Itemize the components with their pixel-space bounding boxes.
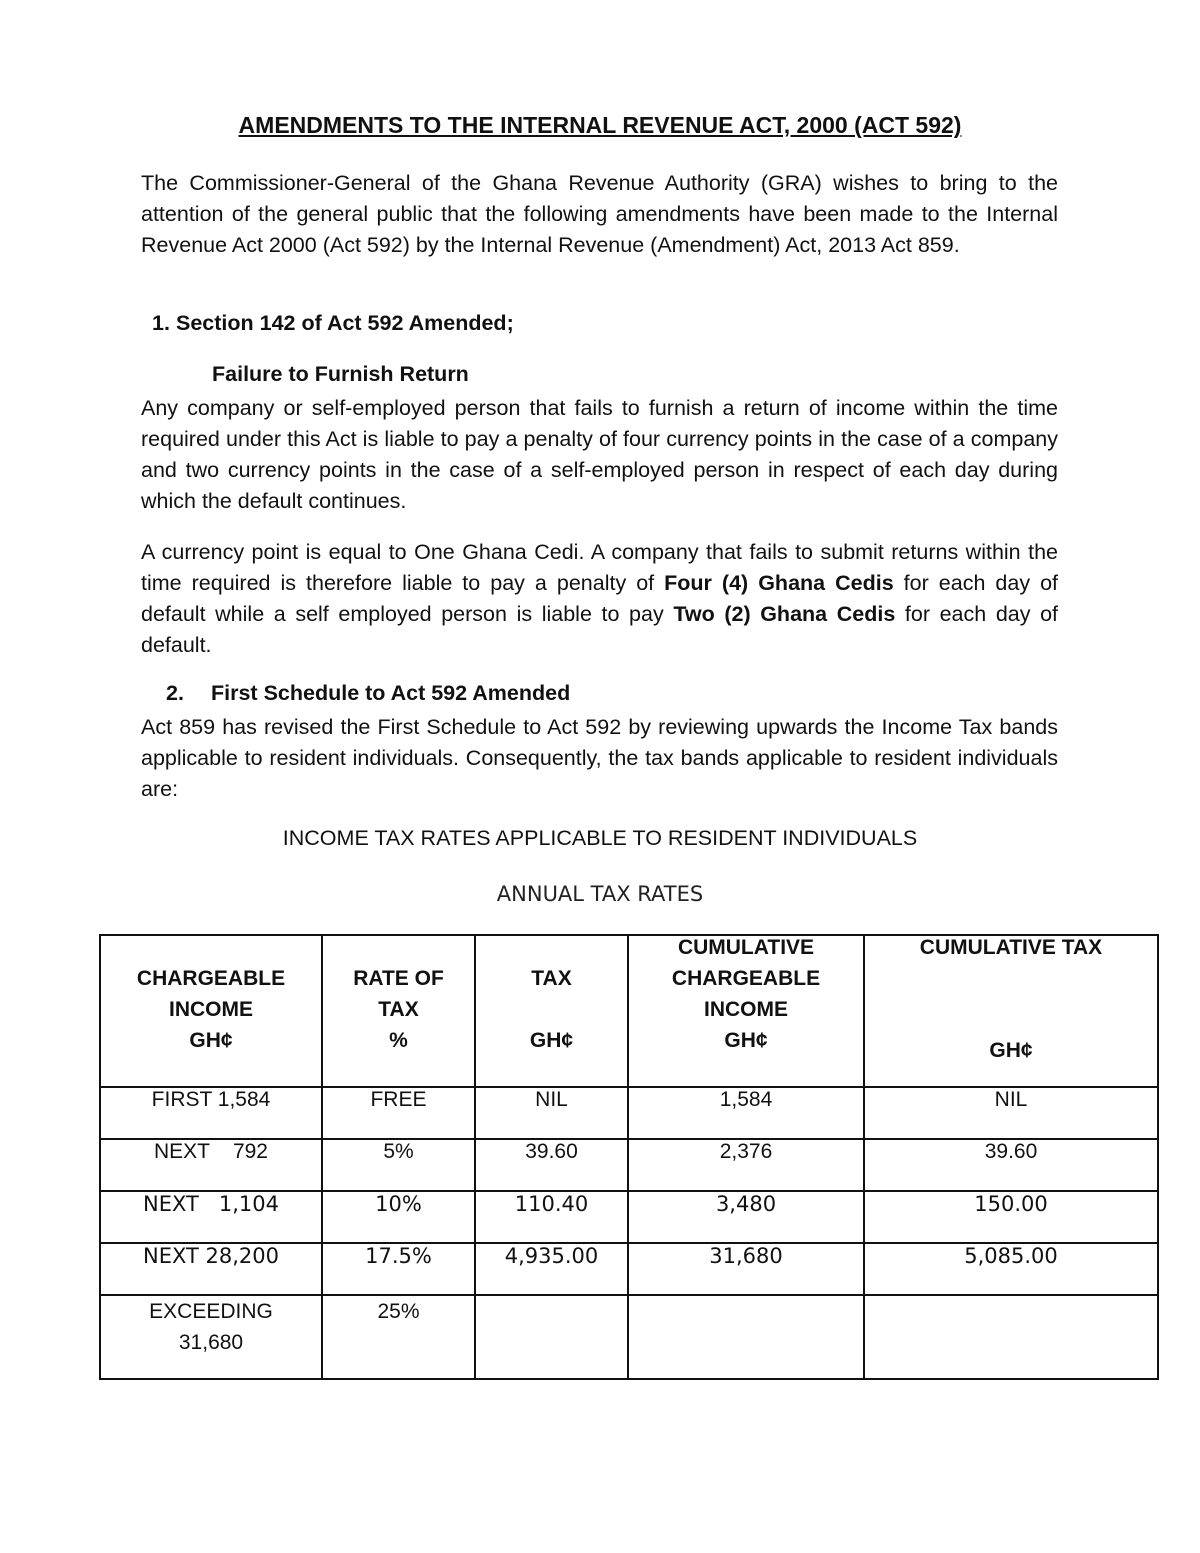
table-cell: 3,480 bbox=[628, 1191, 864, 1243]
table-row bbox=[100, 1087, 1158, 1139]
table-cell: 5,085.00 bbox=[864, 1243, 1158, 1295]
table-row bbox=[100, 1243, 1158, 1295]
table-row bbox=[100, 1139, 1158, 1191]
header-rate-of-tax: RATE OF TAX % bbox=[322, 935, 475, 1087]
table-cell: 1,584 bbox=[628, 1087, 864, 1139]
table-cell: NIL bbox=[864, 1087, 1158, 1139]
para2-bold-two-cedis: Two (2) Ghana Cedis bbox=[673, 602, 896, 626]
table-header-row bbox=[100, 935, 1158, 1087]
para2-text-c: for each day of default while a self employed person is liable to pay bbox=[141, 571, 1059, 626]
section-1-paragraph-1: Any company or self-employed person that fails to furnish a return of income within the time required under this Act is liable to pay a penalty of four currency points in the case of a company and two currency points in the case of a self-employed person in respect of each day during which the default continues. bbox=[141, 396, 1058, 513]
section-2-number: 2. bbox=[166, 681, 184, 705]
table-cell bbox=[864, 1295, 1158, 1379]
table-cell bbox=[475, 1295, 628, 1379]
table-cell: FREE bbox=[322, 1087, 475, 1139]
section-2-heading bbox=[166, 681, 571, 706]
table-cell: 39.60 bbox=[475, 1139, 628, 1191]
section-1-paragraph-2 bbox=[141, 537, 1058, 661]
table-cell: FIRST 1,584 bbox=[100, 1087, 322, 1139]
table-cell: 31,680 bbox=[628, 1243, 864, 1295]
header-cumulative-tax: CUMULATIVE TAX GH¢ bbox=[864, 935, 1158, 1087]
table-cell: 2,376 bbox=[628, 1139, 864, 1191]
para2-text-e: for each day of default. bbox=[141, 602, 1059, 657]
table-cell: NEXT 28,200 bbox=[100, 1243, 322, 1295]
table-row bbox=[100, 1191, 1158, 1243]
table-cell: 17.5% bbox=[322, 1243, 475, 1295]
para2-text-a: A currency point is equal to One Ghana Cedi. A company that fails to submit returns within the time required is therefore liable to pay a penalty of bbox=[141, 540, 1058, 595]
para2-bold-four-cedis: Four (4) Ghana Cedis bbox=[664, 571, 894, 595]
table-cell: 150.00 bbox=[864, 1191, 1158, 1243]
table-cell: NEXT 1,104 bbox=[100, 1191, 322, 1243]
intro-paragraph: The Commissioner-General of the Ghana Revenue Authority (GRA) wishes to bring to the attention of the general public that the following amendments have been made to the Internal Revenue Act 2000 (Act 592) by the Internal Revenue (Amendment) Act, 2013 Act 859. bbox=[141, 171, 1058, 257]
table-row bbox=[100, 1295, 1158, 1379]
table-caption: INCOME TAX RATES APPLICABLE TO RESIDENT INDIVIDUALS bbox=[282, 826, 918, 850]
table-subcaption: ANNUAL TAX RATES bbox=[496, 882, 704, 906]
table-cell bbox=[628, 1295, 864, 1379]
document-title: AMENDMENTS TO THE INTERNAL REVENUE ACT, 2000 (ACT 592) bbox=[238, 112, 962, 138]
section-1-heading bbox=[152, 311, 514, 336]
section-1-number: 1. bbox=[152, 311, 170, 335]
section-2-paragraph: Act 859 has revised the First Schedule to Act 592 by reviewing upwards the Income Tax bands applicable to resident individuals. Consequently, the tax bands applicable to resident individuals are: bbox=[141, 715, 1058, 801]
header-cumulative-chargeable-income: CUMULATIVE CHARGEABLE INCOME GH¢ bbox=[628, 935, 864, 1087]
table-cell: 25% bbox=[322, 1295, 475, 1379]
section-1-subheading: Failure to Furnish Return bbox=[212, 362, 469, 386]
header-tax: TAX GH¢ bbox=[475, 935, 628, 1087]
table-cell: 110.40 bbox=[475, 1191, 628, 1243]
table-cell: 5% bbox=[322, 1139, 475, 1191]
table-cell: 10% bbox=[322, 1191, 475, 1243]
section-2-title: First Schedule to Act 592 Amended bbox=[211, 681, 571, 705]
table-cell: EXCEEDING 31,680 bbox=[100, 1295, 322, 1379]
table-cell: 39.60 bbox=[864, 1139, 1158, 1191]
table-cell: NEXT 792 bbox=[100, 1139, 322, 1191]
header-chargeable-income: CHARGEABLE INCOME GH¢ bbox=[100, 935, 322, 1087]
section-1-title: Section 142 of Act 592 Amended; bbox=[176, 311, 514, 335]
tax-rates-table bbox=[99, 934, 1159, 1380]
table-cell: 4,935.00 bbox=[475, 1243, 628, 1295]
table-cell: NIL bbox=[475, 1087, 628, 1139]
